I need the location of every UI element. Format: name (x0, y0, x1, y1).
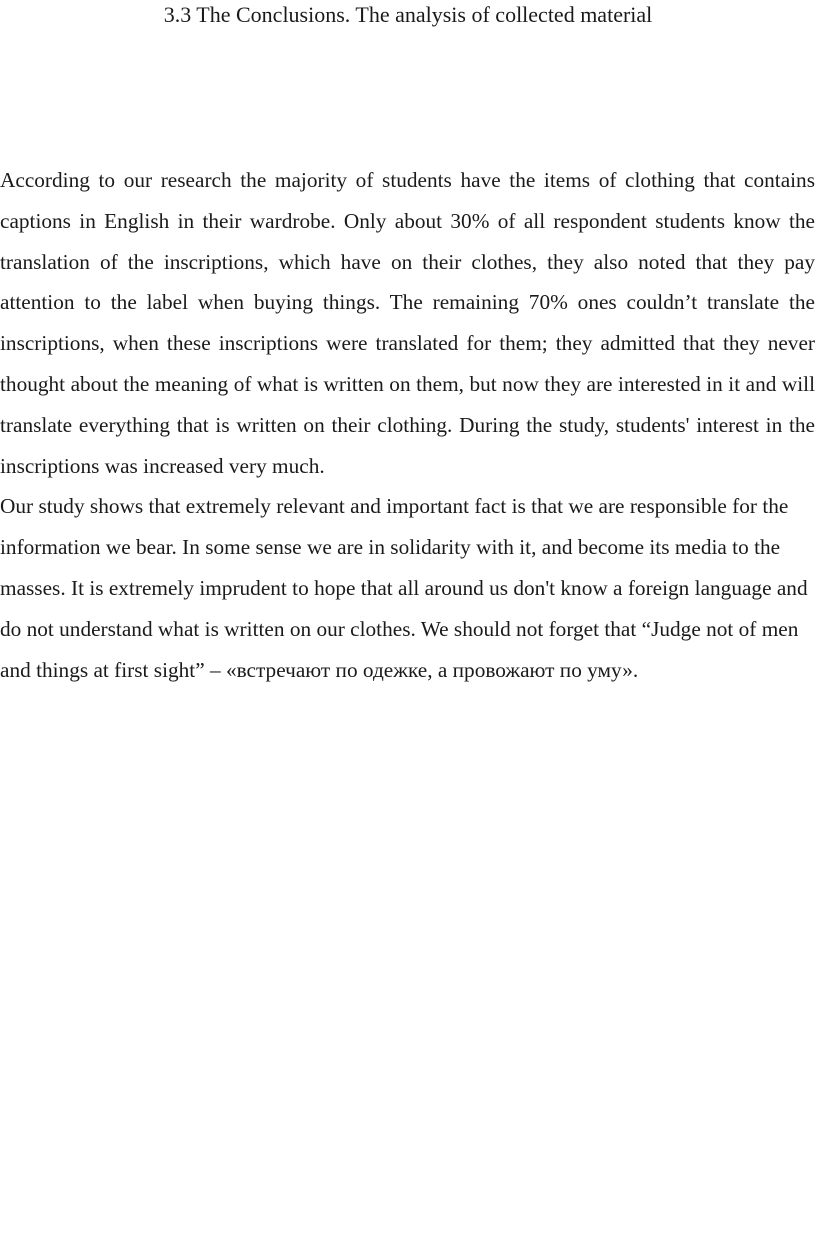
section-heading: 3.3 The Conclusions. The analysis of collected material (163, 2, 653, 27)
document-body (0, 160, 815, 690)
paragraph-research-findings: According to our research the majority of students have the items of clothing that contains captions in English in their wardrobe. Only about 30% of all respondent students know the translation of the inscriptions, which have on their clothes, they also noted that they pay attention to the label when buying things. The remaining 70% ones couldn’t translate the inscriptions, when these inscriptions were translated for them; they admitted that they never thought about the meaning of what is written on them, but now they are interested in it and will translate everything that is written on their clothing. During the study, students' interest in the inscriptions was increased very much. (0, 168, 815, 478)
paragraph-conclusion: Our study shows that extremely relevant and important fact is that we are responsible for the information we bear. In some sense we are in solidarity with it, and become its media to the masses. It is extremely imprudent to hope that all around us don't know a foreign language and do not understand what is written on our clothes. We should not forget that “Judge not of men and things at first sight” – «встречают по одежке, а провожают по уму». (0, 494, 808, 682)
